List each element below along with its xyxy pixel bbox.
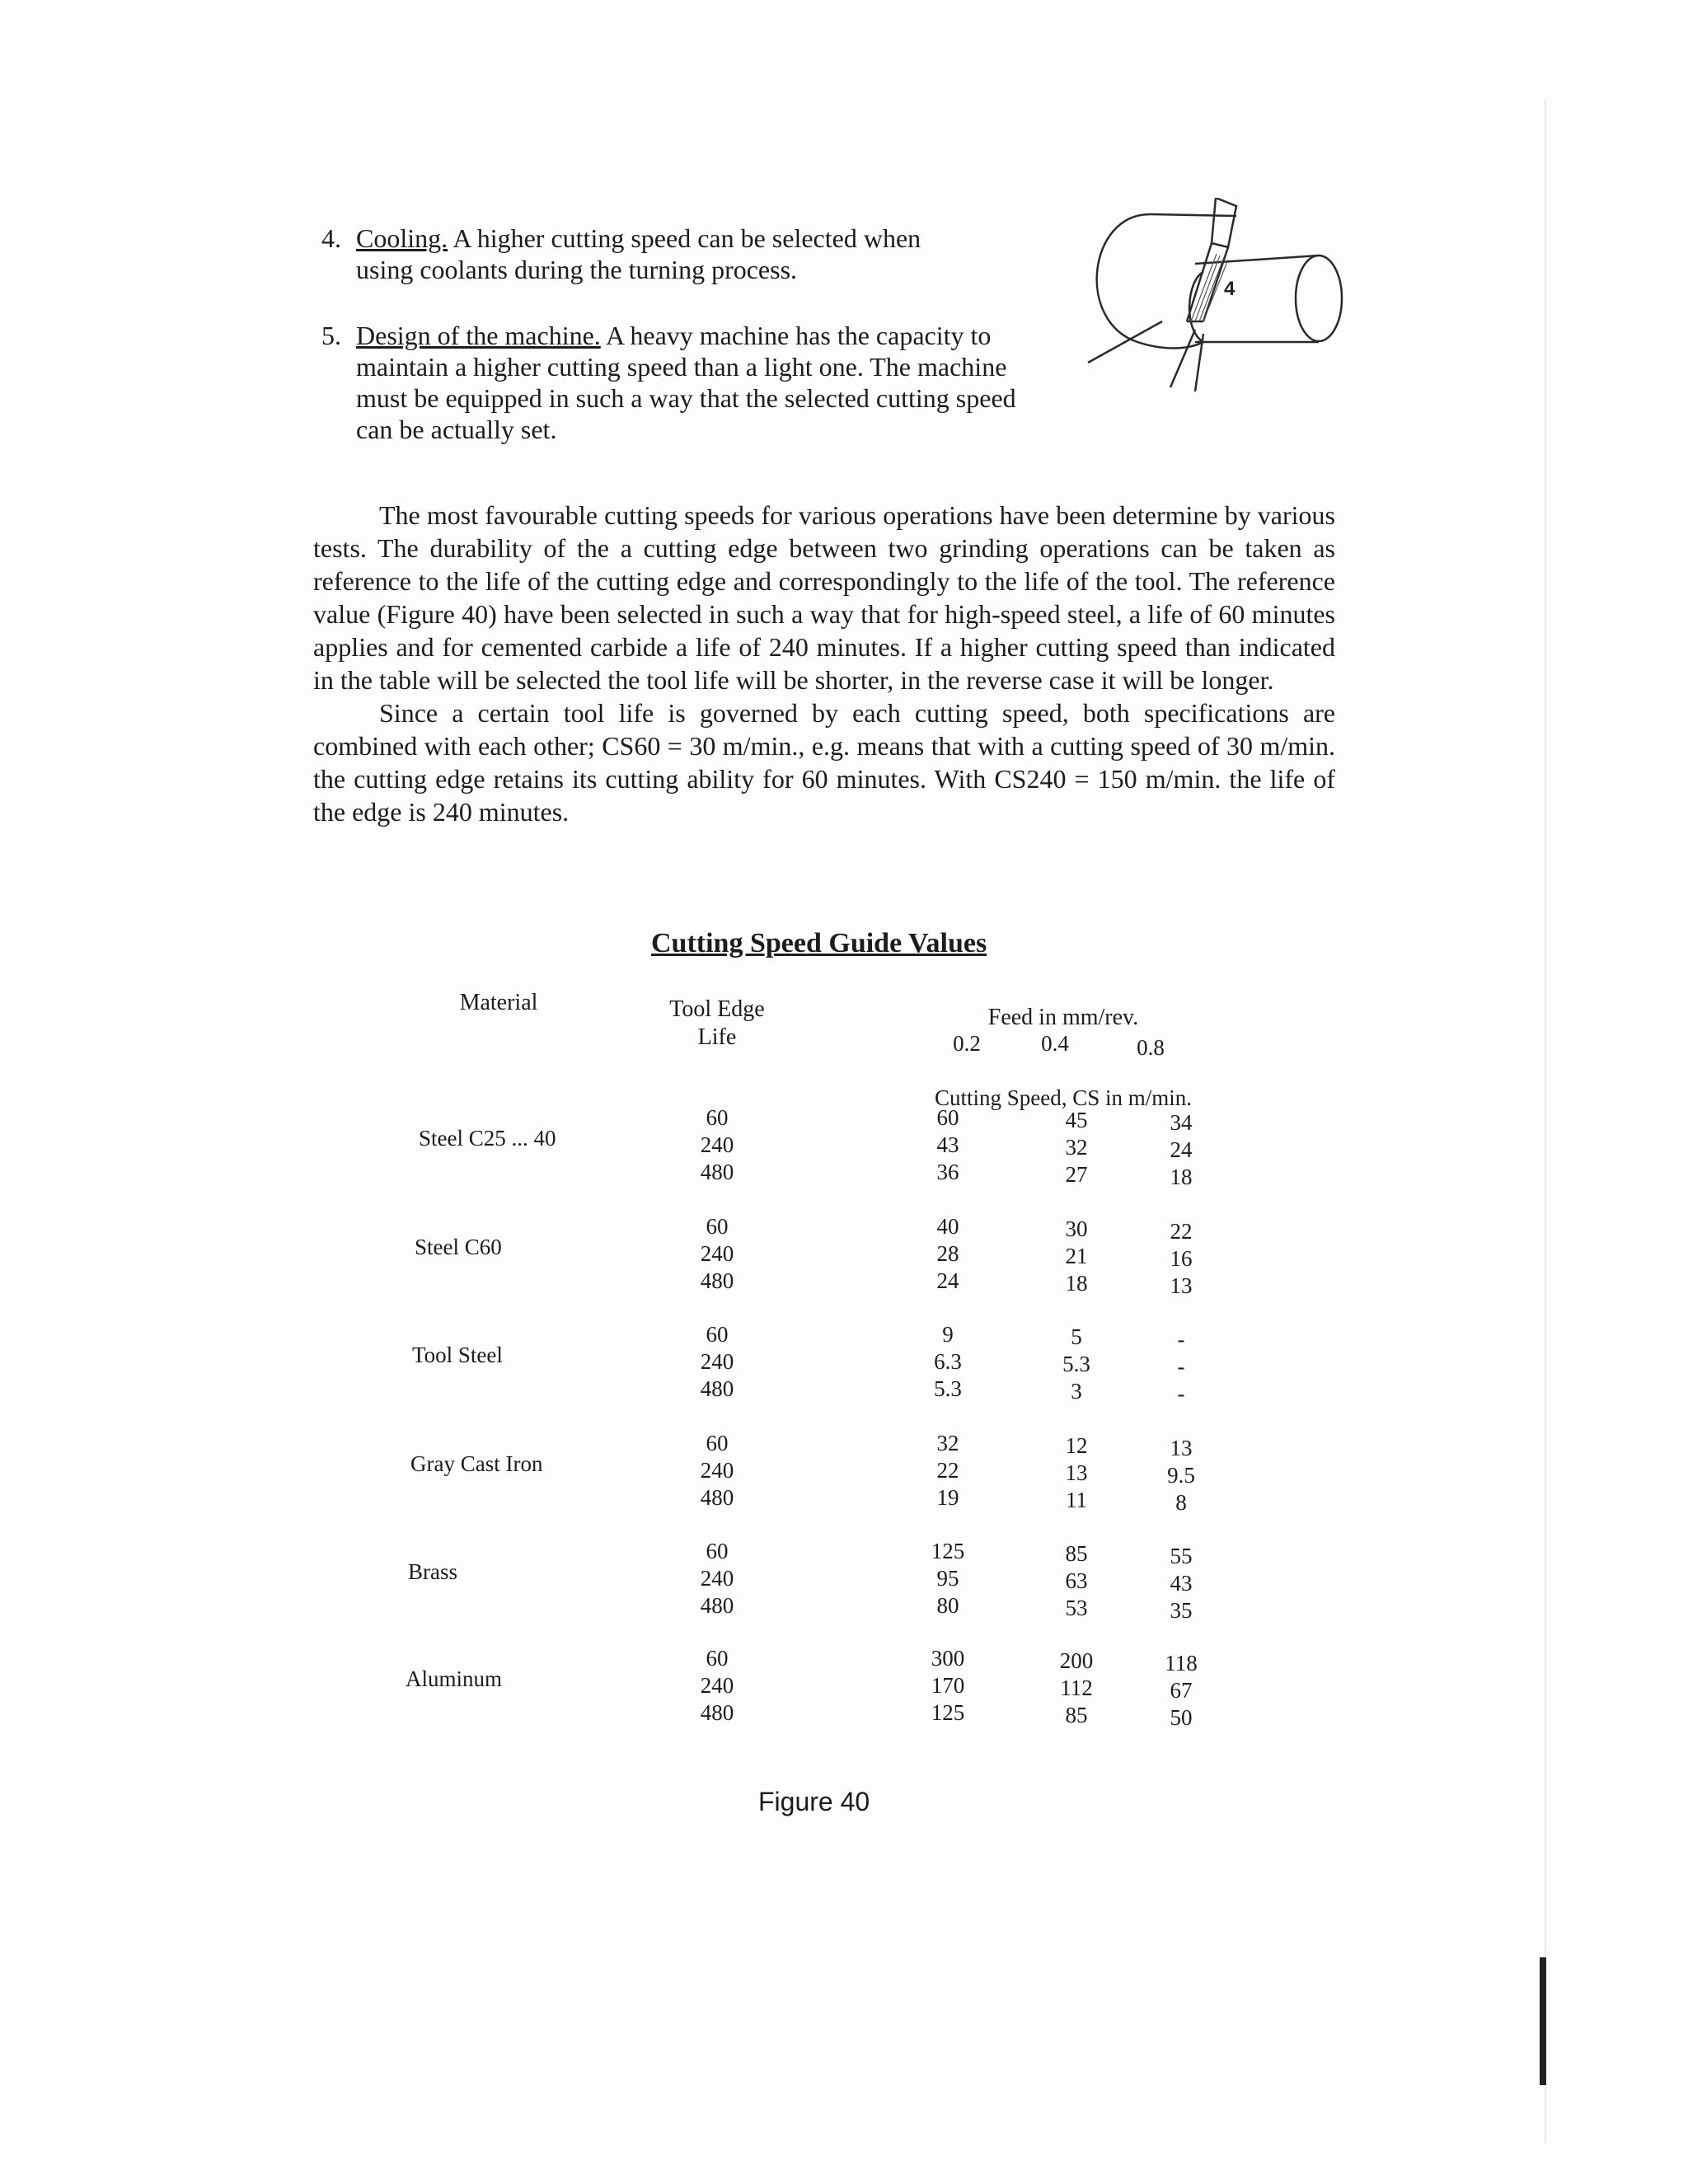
life-cell: 480: [700, 1593, 734, 1618]
speed-cell: 45: [1065, 1108, 1088, 1132]
item-number: 4.: [321, 223, 341, 253]
life-cell: 240: [700, 1241, 734, 1266]
speed-cell: 24: [1170, 1137, 1193, 1162]
life-cell: 480: [700, 1485, 734, 1510]
speed-cell: 18: [1170, 1165, 1193, 1189]
life-cell: 480: [700, 1376, 734, 1401]
scan-mark: [1540, 1957, 1546, 2085]
speed-cell: 12: [1065, 1433, 1088, 1458]
speed-cell: 13: [1170, 1436, 1193, 1460]
speed-label: Cutting Speed, CS in m/min.: [934, 1085, 1193, 1110]
speed-cell: 200: [1059, 1648, 1094, 1673]
speed-cell: 16: [1170, 1246, 1193, 1271]
header-life-line1: Tool Edge: [669, 996, 765, 1022]
life-cell: 60: [706, 1539, 729, 1563]
life-cell: 60: [706, 1646, 729, 1671]
list-item-design: [0, 320, 1071, 460]
life-cell: 240: [700, 1132, 734, 1157]
life-cell: 240: [700, 1349, 734, 1374]
speed-cell: 22: [1170, 1219, 1193, 1244]
material-cell: Aluminum: [406, 1666, 503, 1691]
item-term: Cooling.: [356, 223, 448, 253]
life-cell: 480: [700, 1268, 734, 1293]
speed-cell: 13: [1170, 1273, 1193, 1298]
speed-cell: 18: [1065, 1271, 1088, 1296]
speed-cell: 85: [1065, 1541, 1088, 1566]
speed-cell: 24: [936, 1268, 959, 1293]
speed-cell: 6.3: [934, 1349, 962, 1374]
feed-value: 0.4: [1041, 1031, 1069, 1056]
life-cell: 240: [700, 1673, 734, 1698]
life-cell: 480: [700, 1160, 734, 1184]
speed-cell: 22: [936, 1458, 959, 1483]
figure-caption: Figure 40: [758, 1787, 870, 1816]
list-item-cooling: [0, 223, 1071, 288]
material-cell: Tool Steel: [412, 1343, 503, 1367]
item-text-line2: to maintain a higher cutting speed than a light one. The machine must be equipped in such a way that the selected cutting speed can be actually set.: [356, 321, 1016, 444]
speed-cell: 19: [936, 1485, 959, 1510]
scan-edge: [1545, 99, 1546, 2143]
speed-cell: 9.5: [1167, 1463, 1195, 1488]
life-cell: 60: [706, 1431, 729, 1455]
material-cell: Steel C60: [415, 1235, 502, 1259]
speed-cell: 9: [942, 1322, 954, 1347]
speed-cell: 60: [936, 1105, 959, 1130]
speed-cell: 21: [1065, 1244, 1088, 1268]
speed-cell: 170: [931, 1673, 965, 1698]
speed-cell: 5.3: [934, 1376, 962, 1401]
speed-cell: 80: [936, 1593, 959, 1618]
item-text: [356, 223, 1048, 285]
speed-cell: 35: [1170, 1598, 1193, 1623]
speed-cell: 43: [936, 1132, 959, 1157]
header-tool-edge-life: [643, 996, 791, 1052]
speed-cell: 32: [936, 1431, 959, 1455]
lathe-turning-illustration: [1071, 198, 1360, 429]
feed-value: 0.8: [1137, 1035, 1165, 1060]
speed-cell: 112: [1060, 1675, 1093, 1700]
speed-cell: 55: [1170, 1544, 1193, 1568]
speed-cell: 27: [1065, 1162, 1088, 1187]
speed-cell: 8: [1175, 1490, 1187, 1515]
material-cell: Brass: [408, 1559, 457, 1584]
header-life-line2: Life: [697, 1024, 737, 1050]
life-cell: 60: [706, 1105, 729, 1130]
feed-value: 0.2: [953, 1031, 981, 1056]
speed-cell: 5.3: [1062, 1352, 1090, 1376]
speed-cell: 13: [1065, 1460, 1088, 1485]
speed-cell: 32: [1065, 1135, 1088, 1160]
speed-cell: 34: [1170, 1110, 1193, 1135]
life-cell: 240: [700, 1566, 734, 1591]
life-cell: 60: [706, 1322, 729, 1347]
speed-cell: -: [1177, 1381, 1185, 1406]
item-text-line1: A higher cutting speed can be selected when: [448, 223, 921, 253]
item-text: [356, 320, 1032, 445]
speed-cell: 50: [1170, 1705, 1193, 1730]
speed-cell: 85: [1065, 1703, 1088, 1727]
speed-cell: 5: [1071, 1324, 1082, 1349]
speed-cell: 40: [936, 1214, 959, 1239]
speed-cell: 63: [1065, 1568, 1088, 1593]
material-cell: Steel C25 ... 40: [419, 1126, 556, 1151]
speed-cell: 30: [1065, 1216, 1088, 1241]
material-cell: Gray Cast Iron: [410, 1451, 543, 1476]
speed-cell: 95: [936, 1566, 959, 1591]
speed-cell: 300: [931, 1646, 965, 1671]
header-feed: Feed in mm/rev.: [987, 1005, 1139, 1030]
life-cell: 60: [706, 1214, 729, 1239]
item-term: Design of the machine.: [356, 321, 601, 350]
paragraph: Since a certain tool life is governed by each cutting speed, both specifications are combined with each other; CS60 = 30 m/min., e.g. means that with a cutting speed of 30 m/min. the cutting edge retains its cutting ability for 60 minutes. With CS240 = 150 m/min. the life of the edge is 240 minutes.: [313, 698, 1335, 827]
item-text-line1: A heavy machine has the capacity: [600, 321, 964, 350]
illustration-label: 4: [1224, 278, 1236, 300]
header-material: Material: [459, 990, 538, 1015]
speed-cell: 53: [1065, 1596, 1088, 1620]
speed-cell: 67: [1170, 1678, 1193, 1703]
speed-cell: 28: [936, 1241, 959, 1266]
speed-cell: 36: [936, 1160, 959, 1184]
item-number: 5.: [321, 321, 341, 350]
body-text: [313, 499, 1335, 828]
item-text-line2: using coolants during the turning process.: [356, 255, 798, 284]
table-title: Cutting Speed Guide Values: [651, 928, 987, 958]
speed-cell: 125: [931, 1700, 965, 1725]
paragraph: The most favourable cutting speeds for various operations have been determine by various tests. The durability of the a cutting edge between two grinding operations can be taken as reference to the life of the cutting edge and correspondingly to the life of the tool. The reference value (Figure 40) have been selected in such a way that for high-speed steel, a life of 60 minutes applies and for cemented carbide a life of 240 minutes. If a higher cutting speed than indicated in the table will be selected the tool life will be shorter, in the reverse case it will be longer.: [313, 500, 1335, 695]
speed-cell: 11: [1066, 1488, 1087, 1512]
speed-cell: 125: [931, 1539, 965, 1563]
life-cell: 480: [700, 1700, 734, 1725]
speed-cell: 43: [1170, 1571, 1193, 1596]
speed-cell: -: [1177, 1354, 1185, 1379]
life-cell: 240: [700, 1458, 734, 1483]
speed-cell: -: [1177, 1327, 1185, 1352]
speed-cell: 3: [1071, 1379, 1082, 1404]
speed-cell: 118: [1165, 1651, 1198, 1675]
